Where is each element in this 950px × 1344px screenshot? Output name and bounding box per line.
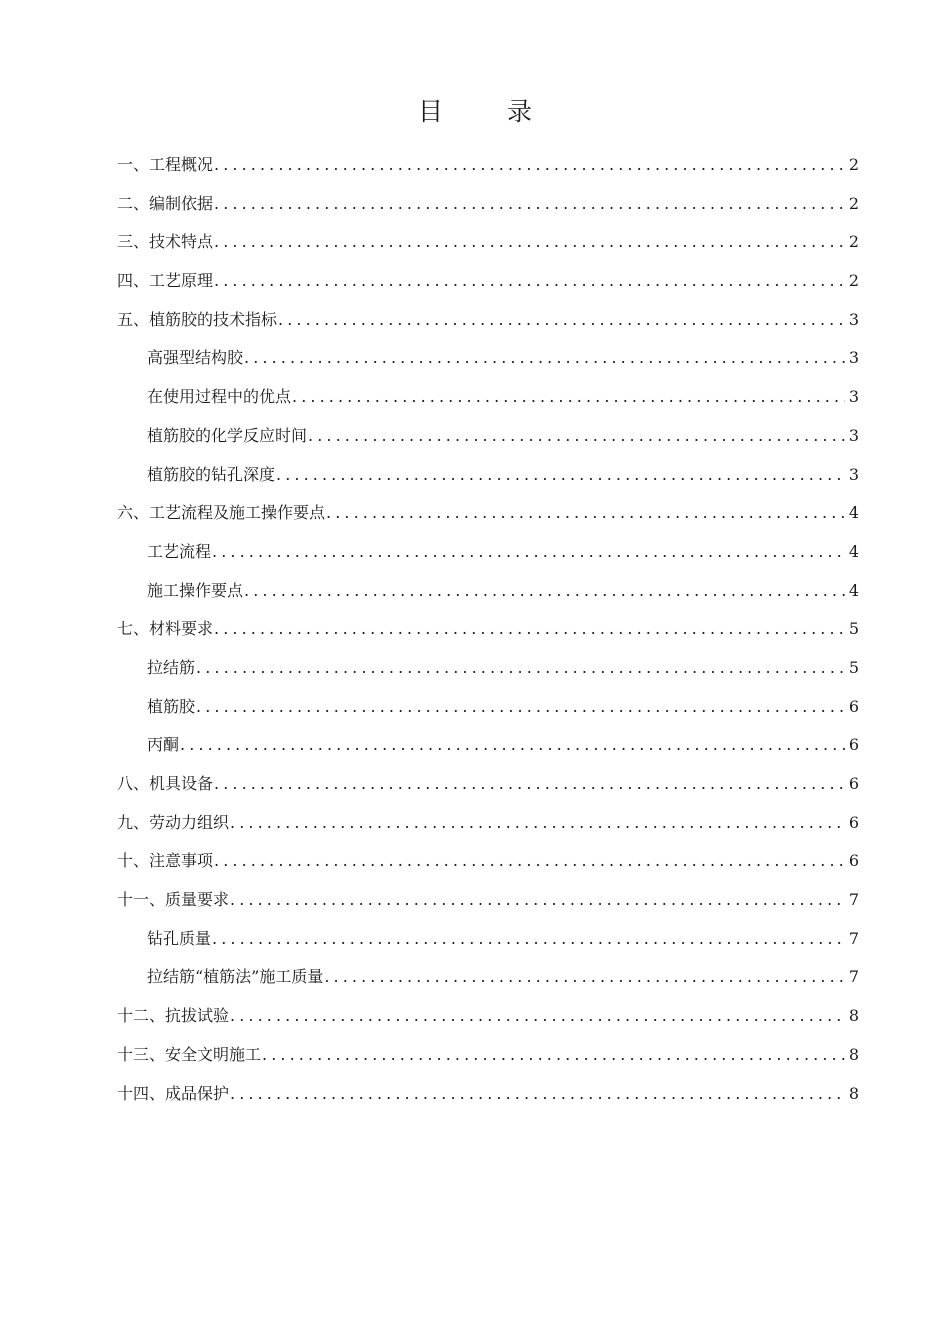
toc-entry-label: 在使用过程中的优点	[147, 387, 292, 407]
toc-dot-leader	[324, 958, 844, 997]
toc-page-number: 6	[848, 812, 859, 832]
toc-page-number: 6	[848, 774, 859, 793]
toc-dot-leader	[278, 301, 845, 340]
toc-dot-leader	[214, 842, 845, 881]
toc-dot-leader	[230, 1075, 845, 1114]
toc-entry-label: 植筋胶	[147, 696, 196, 716]
toc-entry[interactable]	[117, 804, 859, 843]
toc-entry-label: 一、工程概况	[117, 155, 214, 174]
toc-entry[interactable]	[117, 842, 859, 881]
toc-entry-label: 高强型结构胶	[147, 348, 244, 368]
toc-entry[interactable]	[117, 1036, 859, 1075]
toc-subentry[interactable]	[117, 649, 859, 688]
toc-entry[interactable]	[117, 262, 859, 301]
toc-page-number: 7	[848, 890, 859, 910]
toc-subentry[interactable]	[117, 958, 859, 997]
toc-page-number: 7	[848, 928, 859, 948]
toc-entry[interactable]	[117, 1075, 859, 1114]
toc-entry[interactable]	[117, 301, 859, 340]
toc-page-number: 2	[848, 155, 859, 174]
toc-page-number: 4	[848, 580, 859, 600]
toc-entry-label: 十二、抗拔试验	[117, 1006, 230, 1026]
toc-subentry[interactable]	[117, 688, 859, 727]
toc-dot-leader	[180, 726, 845, 765]
toc-entry-label: 七、材料要求	[117, 619, 214, 639]
toc-page-number: 5	[848, 657, 859, 677]
toc-dot-leader	[214, 185, 845, 224]
toc-dot-leader	[326, 494, 845, 533]
toc-page-number: 8	[848, 1006, 859, 1026]
toc-entry[interactable]	[117, 765, 859, 804]
toc-entry-label: 十、注意事项	[117, 851, 214, 871]
toc-page-number: 3	[848, 425, 859, 445]
toc-subentry[interactable]	[117, 533, 859, 572]
toc-entry-label: 十一、质量要求	[117, 890, 230, 910]
toc-page-number: 4	[848, 541, 859, 561]
toc-entry-label: 九、劳动力组织	[117, 812, 230, 832]
toc-entry-label: 植筋胶的钻孔深度	[147, 464, 276, 484]
toc-dot-leader	[262, 1036, 845, 1075]
toc-entry-label: 拉结筋	[147, 657, 196, 677]
toc-subentry[interactable]	[117, 920, 859, 959]
toc-dot-leader	[244, 572, 845, 611]
toc-subentry[interactable]	[117, 378, 859, 417]
toc-entry-label: 二、编制依据	[117, 193, 214, 213]
toc-dot-leader	[212, 920, 845, 959]
toc-dot-leader	[244, 339, 845, 378]
toc-page-number: 6	[848, 851, 859, 871]
toc-dot-leader	[212, 533, 845, 572]
toc-page-number: 6	[848, 735, 859, 755]
toc-dot-leader	[230, 881, 845, 920]
toc-entry-label: 十三、安全文明施工	[117, 1044, 262, 1064]
page-title: 目 录	[418, 97, 560, 126]
toc-page-number: 8	[848, 1044, 859, 1064]
toc-entry[interactable]	[117, 146, 859, 185]
toc-entry[interactable]	[117, 223, 859, 262]
toc-entry[interactable]	[117, 881, 859, 920]
toc-entry-label: 八、机具设备	[117, 774, 214, 793]
toc-dot-leader	[230, 997, 845, 1036]
toc-page-number: 3	[848, 309, 859, 329]
toc-entry-label: 丙酮	[147, 735, 180, 755]
toc-entry-label: 六、工艺流程及施工操作要点	[117, 503, 326, 523]
toc-page-number: 7	[848, 967, 859, 987]
toc-subentry[interactable]	[117, 456, 859, 495]
toc-dot-leader	[308, 417, 845, 456]
table-of-contents	[117, 146, 859, 1113]
toc-page-number: 4	[848, 503, 859, 523]
toc-entry[interactable]	[117, 610, 859, 649]
toc-subentry[interactable]	[117, 726, 859, 765]
toc-subentry[interactable]	[117, 339, 859, 378]
toc-page-number: 3	[848, 387, 859, 407]
toc-page-number: 2	[848, 232, 859, 252]
toc-entry-label: 植筋胶的化学反应时间	[147, 425, 308, 445]
toc-entry-label: 拉结筋“植筋法”施工质量	[147, 967, 324, 987]
toc-dot-leader	[214, 146, 845, 185]
toc-page-number: 2	[848, 193, 859, 213]
toc-entry-label: 三、技术特点	[117, 232, 214, 252]
toc-page-number: 5	[848, 619, 859, 639]
toc-entry-label: 五、植筋胶的技术指标	[117, 309, 278, 329]
toc-entry-label: 钻孔质量	[147, 928, 212, 948]
toc-dot-leader	[196, 649, 845, 688]
toc-dot-leader	[292, 378, 845, 417]
toc-dot-leader	[214, 765, 845, 804]
toc-dot-leader	[276, 456, 845, 495]
toc-subentry[interactable]	[117, 417, 859, 456]
toc-page-number: 3	[848, 464, 859, 484]
toc-page-number: 6	[848, 696, 859, 716]
toc-page-number: 8	[848, 1083, 859, 1103]
toc-entry-label: 工艺流程	[147, 541, 212, 561]
toc-dot-leader	[196, 688, 845, 727]
toc-entry-label: 十四、成品保护	[117, 1083, 230, 1103]
toc-entry-label: 四、工艺原理	[117, 271, 214, 291]
toc-dot-leader	[214, 223, 845, 262]
toc-subentry[interactable]	[117, 572, 859, 611]
toc-page-number: 2	[848, 271, 859, 291]
toc-page-number: 3	[848, 348, 859, 368]
toc-dot-leader	[230, 804, 845, 843]
toc-dot-leader	[214, 610, 845, 649]
toc-dot-leader	[214, 262, 845, 301]
toc-entry[interactable]	[117, 997, 859, 1036]
toc-entry[interactable]	[117, 494, 859, 533]
toc-entry-label: 施工操作要点	[147, 580, 244, 600]
toc-entry[interactable]	[117, 185, 859, 224]
